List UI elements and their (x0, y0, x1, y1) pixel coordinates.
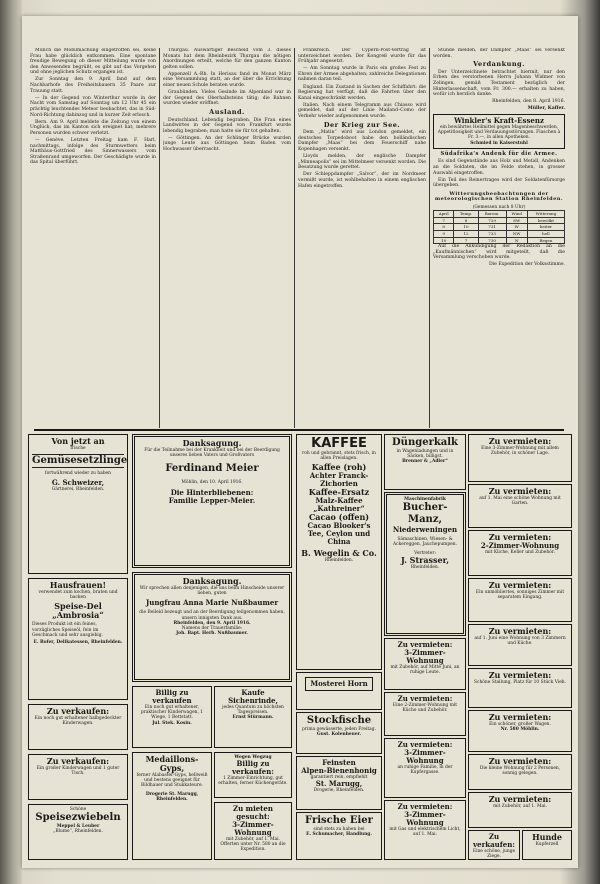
ad-heading: Feinsten (322, 758, 356, 767)
table-row (434, 217, 565, 224)
ad-body: an ruhige Familie, in der Kupfergasse. (397, 765, 453, 776)
ad-heading: Zu vermieten: (488, 626, 552, 636)
ad-agent-label: Vertreter: (414, 550, 436, 556)
section-heading-ausland: Ausland. (209, 107, 245, 116)
article-paragraph: — Genève. Letzten Freitag kam F. Harl, nachmittags, infolge des Sturmwetters beim Matthäus-Gottfried des Sinnerwassers vom Straßenrand umgeworfen. Der Geschädigte wurde in das Spital überführt. (30, 137, 156, 166)
kaffee-item: Kaffee-Ersatz (308, 487, 370, 498)
ad-heading: Kaufe Sichenrinde, (228, 688, 278, 705)
ad-body: ferner Alabaster-Gyps, hellweiß und bestens geeignet für Bildhauer und Stukkateure. (136, 773, 208, 789)
weather-cell: 7 (434, 217, 454, 224)
ad-body: garantiert rein, empfiehlt (310, 775, 368, 780)
deceased-name: Ferdinand Meier (165, 463, 259, 475)
ad-heading: Düngerkalk (392, 437, 458, 448)
ad-vendor: Drogerie St. Marugg, Rheinfelden. (145, 791, 199, 802)
ad-verkaufen-ziege (468, 830, 520, 860)
article-paragraph: Dem „Matin“ wird aus London gemeldet, ein deutsches Torpedoboot habe den holländischen Dampfer „Maas“ bei dem Feuerschiff nahe Kopenhagen versenkt. (298, 130, 426, 152)
ad-vermieten-12 (468, 754, 572, 790)
weather-cell: 7 (454, 237, 478, 244)
ad-body: Sämaschinen, Wiesen- & Ackereggen, Jauchepumpen. (393, 537, 457, 548)
column-4 (433, 48, 565, 426)
ad-description: Dieses Produkt ist ein feines, vorzügliches Speiseöl, fein im Geschmack und sehr ausgiebig. (32, 622, 103, 638)
ad-vendor: E. Rofer, Delikatessen, Rheinfelden. (33, 640, 123, 646)
ad-vendor: Gust. Kolenheuer. (316, 732, 362, 738)
weather-cell: W (506, 224, 527, 231)
ad-hunde (522, 830, 572, 860)
ad-vermieten-5 (468, 434, 572, 482)
ad-main-title: 3-Zimmer-Wohnung (404, 648, 446, 665)
ad-heading: Zu vermieten: (488, 794, 552, 804)
ad-body: Ein noch gut erhaltener halbgedeckter Kinderwagen. (34, 716, 122, 727)
ad-place: Rheinfelden, den 9. April 1916. (173, 620, 251, 626)
article-paragraph: Deutschland. Lebendig begraben. Die Frau eines Landwirtes in der Gegend von Frankfurt wurde lebendig begraben; man hatte sie für tot gehalten. (163, 117, 291, 134)
ad-body: mit Zubehör, auf Mitte Juni, an ruhige Leute. (390, 665, 460, 676)
ad-vermieten-9 (468, 624, 572, 666)
ad-heading: Frische Eier (305, 815, 373, 826)
ad-vendor: G. Schweizer, (51, 478, 105, 488)
ad-vermieten-7 (468, 530, 572, 576)
ad-vermieten-1 (384, 638, 466, 690)
article-paragraph: England. Ein Zustand in Sachen der Schiffahrt: die Regierung hat verfügt, daß die Fahrten über den Kanal eingeschränkt werden. (298, 84, 426, 101)
article-paragraph: Thurgau. Auswärtiger Bescheid vom 3. dieses Monats hat dem Rheinbezirk Thurgau die nötigen Anordnungen erteilt, welche für den ganzen Kanton gelten sollen. (163, 48, 291, 70)
ad-bucher-manz (384, 492, 466, 636)
ad-family: Familie Lepper-Meier. (168, 495, 256, 505)
ad-body: mit Zubehör, auf 1. Mai. (493, 804, 547, 809)
article-paragraph: Graubünden. Vieles Gesinde im Alpenland war in der Gegend des Oberhalbsteins tätig; die Bahnen wurden wieder eröffnet. (163, 90, 291, 107)
ad-body: Eine schöne, junge Ziege. (472, 849, 516, 860)
ad-location: Rheinfelden. (410, 564, 440, 570)
signature-line: Müller, Kaffer. (527, 106, 565, 112)
ad-reference: Offerten unter Nr. 580 an die Expedition. (220, 842, 286, 853)
ad-heading: Zu mieten gesucht: (233, 804, 273, 821)
weather-cell: N (506, 237, 527, 244)
ad-medaillons-gyps (132, 752, 212, 860)
ad-brand: Speise-Del „Ambrosia“ (52, 601, 104, 621)
ad-main-title: Speisezwiebeln (35, 812, 121, 824)
kaffee-item: Cacao (offen) (308, 512, 370, 523)
ad-heading: Von jetzt an (51, 436, 105, 446)
ad-heading: Maschinenfabrik (404, 497, 446, 502)
ad-heading: Stockfische (306, 715, 372, 726)
horn-logo: Mosterei Horn (305, 677, 372, 691)
table-row (434, 237, 565, 244)
ad-place: Gärtnerei, Rheinfelden. (51, 487, 105, 493)
newspaper-page (22, 16, 578, 868)
section-heading-krieg-see: Der Krieg zur See. (323, 120, 401, 129)
ad-vendor: St. Marugg, (315, 779, 363, 789)
kaffee-item: Achter Franck-Zichorien (309, 471, 369, 489)
article-paragraph: Italien. Nach einem Telegramm aus Chiasso wird gemeldet, daß auf der Linie Mailand–Como der Verkehr wieder aufgenommen wurde. (298, 102, 426, 120)
ad-body: Schöne Stallung, Platz für 10 Stück Vieh. (473, 680, 567, 685)
weather-cell: 10 (454, 224, 478, 231)
ad-heading-2: Billig zu verkaufen: (232, 759, 274, 777)
article-paragraph: Zur Sonntag den 9. April fand auf dem Nachbarhofe des Freiheitsbauern 35 Paare zur Trauung statt. (30, 77, 156, 94)
ad-verkaufen-2 (28, 754, 128, 800)
ad-heading: Wegen Wegzug (234, 755, 272, 760)
deceased-name: Jungfrau Anna Marie Nußbaumer (145, 598, 279, 608)
ad-body: Die kleine Wohnung für 2 Personen, sonnig gelegen. (479, 766, 561, 777)
ad-frische-eier (296, 812, 382, 860)
ad-main-title: 3-Zimmer-Wohnung (404, 748, 446, 765)
ad-vermieten-6 (468, 484, 572, 528)
ad-body: prima gewässerte, jeden Freitag. (302, 727, 376, 732)
ad-body: jedes Quantum zu höchsten Tagespreisen. (222, 705, 284, 716)
weather-header-row (434, 211, 565, 218)
ad-danksagung-nussbaumer (132, 572, 292, 682)
winkler-body: ein bewährtes Heilmittel gegen Magenbeschwerden, Appetitlosigkeit und Verdauungsstörungen. Flaschen à Fr. 3.—, in allen Apotheken. (437, 124, 561, 141)
ad-heading: Zu vermieten: (397, 740, 453, 749)
ad-bienenhonig (296, 756, 382, 810)
column-divider (294, 48, 295, 428)
ad-danksagung-meier (132, 434, 292, 568)
section-rule (34, 429, 564, 431)
ad-subheading: frische (70, 446, 86, 451)
ad-heading: Zu vermieten: (488, 580, 552, 590)
article-paragraph: Bern. Am 9. April meldete die Zeitung von einem Unglück, das im Kanton sich ereignet hat; mehrere Personen wurden schwer verletzt. (30, 119, 156, 136)
ad-kaffee (296, 434, 382, 670)
ad-heading: Zu vermieten: (488, 532, 552, 542)
weather-header-cell: April (434, 211, 454, 218)
article-paragraph: — In der Gegend von Winterthur wurde in der Nacht vom Samstag auf Sonntag um 12 Uhr 45 ein prächtig leuchtendes Meteor beobachtet, das in Süd-Nord-Richtung dahinzog und in kurzer Zeit erlosch. (30, 95, 156, 118)
article-paragraph: Münch die Mobilmachung eingetroffen sei, keine Frau habe glücklich entkommen. Eine spontane freudige Bewegung ob dieser Mitteilung wurde von den Anwesenden begrüßt, es gibt auf das Vorgehen und ohne jeglichen Schutz ergangen ist. (30, 48, 156, 76)
ad-mosterei-horn (296, 672, 382, 710)
ad-vermieten-13 (468, 792, 572, 828)
column-3 (298, 48, 426, 426)
weather-cell: 8 (434, 224, 454, 231)
ad-body: verwendet zum kochen, braten und backen (38, 590, 118, 601)
ad-vermieten-8 (468, 578, 572, 622)
weather-cell: hell (527, 230, 564, 237)
ad-heading: Zu verkaufen: (473, 832, 515, 849)
weather-header-cell: Witterung (527, 211, 564, 218)
ad-family: Joh. Bapt. Herb. Nußbaumer. (176, 631, 248, 637)
ad-heading: Zu verkaufen: (46, 706, 110, 716)
ad-vendor: Meppel & Leuber (56, 824, 100, 830)
ad-body: die Beileid bezeugt und an der Beerdigung teilgenommen haben, unsern innigsten Dank aus. (139, 610, 285, 621)
ad-body: auf 1. Juni eine Wohnung von 3 Zimmern und Küche. (474, 636, 566, 647)
kaffee-item: Tee, Ceylon und China (307, 529, 371, 547)
ad-body: sind stets zu haben bei (313, 827, 365, 832)
weather-cell: 9 (434, 230, 454, 237)
ad-gemuesesetzlinge (28, 434, 128, 574)
ad-main-title: 3-Zimmer-Wohnung (404, 810, 446, 827)
signature-line: Rheinfelden, den 8. April 1916. (492, 99, 565, 105)
table-row (434, 224, 565, 231)
ad-duengerkalk (384, 434, 466, 490)
ad-body: Ein schöner, großer Wagen. (489, 722, 551, 727)
book-spine-edge (0, 0, 22, 884)
ad-vendor: Ernst Stürmann. (232, 715, 274, 721)
ad-heading: Schöne (69, 807, 87, 812)
section-heading-andenk: Südafrika's Andenk für die Armee. (440, 150, 558, 157)
article-paragraph: — Göttingen. An der Schlinger Brücke wurden junge Leute aus Göttingen beim Baden vom Hochwasser überrascht. (163, 135, 291, 152)
winkler-title: Winkler's Kraft-Essenz (454, 115, 544, 125)
ad-heading: KAFFEE (311, 436, 367, 451)
ad-heading: Zu vermieten: (488, 486, 552, 496)
weather-cell: heiter (527, 224, 564, 231)
ad-body: Ein unmöbliertes, sonniges Zimmer mit separatem Eingang. (475, 590, 565, 601)
article-paragraph: Die Expedition der Volksstimme. (489, 262, 565, 268)
weather-cell: 731 (478, 224, 506, 231)
ad-body: Eine 2-Zimmer-Wohnung mit Küche und Zubehör. (392, 703, 458, 714)
ad-body: 1 Zimmer-Einrichtung, gut erhalten, ferner Küchengeräte. (218, 776, 288, 787)
ad-sichenrinde (214, 686, 292, 748)
ad-main-title: 2-Zimmer-Wohnung (480, 541, 560, 550)
ad-vendor: Jul. Stek. Kosin. (152, 720, 192, 726)
section-heading-verdankung: Verdankung. (473, 60, 525, 69)
ad-main-title: Alpen-Bienenhonig (301, 766, 377, 775)
ad-place: Rheinfelden. (324, 558, 354, 564)
ad-body: Wir sprechen allen denjenigen, die uns beim Hinscheide unserer lieben, guten (139, 586, 285, 597)
ad-wegen-wegzug (214, 752, 292, 798)
weather-header-cell: Wind (506, 211, 527, 218)
column-1 (30, 48, 156, 426)
ad-heading: Zu verkaufen: (46, 756, 110, 766)
column-2 (163, 48, 291, 426)
ad-body: Ein großer Kinderwagen und 1 guter Tisch. (36, 766, 120, 777)
column-divider (159, 48, 160, 428)
ad-heading: Danksagung. (182, 576, 242, 586)
weather-header-cell: Barom. (478, 211, 506, 218)
ad-heading: Zu vermieten: (488, 712, 552, 722)
ad-body: mit Gas und elektrischem Licht, auf 1. Mai. (389, 827, 461, 838)
ad-reference: Nr. 580 Möhlin. (500, 727, 540, 733)
ad-place: Drogerie, Rheinfelden. (313, 788, 365, 794)
ad-body: Eine 3-Zimmer-Wohnung mit allem Zubehör, in schöner Lage. (481, 446, 559, 457)
weather-cell: bewölkt (527, 217, 564, 224)
ad-main-title: Gemüsesetzlinge (32, 455, 128, 467)
weather-cell: NW (506, 230, 527, 237)
ad-heading: Medaillons-Gyps, (145, 754, 199, 773)
ad-vermieten-3 (384, 738, 466, 798)
ad-body: roh und gebrannt, stets frisch, in allen Preislagen. (302, 451, 376, 462)
ad-vermieten-2 (384, 692, 466, 736)
ad-heading: Hausfrauen! (49, 580, 107, 590)
ad-vendor: J. Strasser, (400, 554, 450, 565)
weather-cell: 8 (454, 217, 478, 224)
article-paragraph: Frankreich. Der Cypern-Post-Vertrag ist unterzeichnet worden. Der Kongreß wurde für das Frühjahr angesetzt. (298, 48, 426, 65)
ad-vermieten-10 (468, 668, 572, 708)
weather-cell: SW (506, 217, 527, 224)
article-paragraph: Stunde melden, der Dampfer „Maas“ sei versenkt worden. (433, 48, 565, 59)
kaffee-item: Kaffee (roh) (311, 462, 367, 473)
ad-place: Niederweningen (392, 525, 458, 535)
ad-verkaufen-1 (28, 704, 128, 750)
ad-heading: Zu vermieten: (397, 694, 453, 703)
ad-date: Möhlin, den 10. April 1916. (181, 480, 243, 486)
ad-vendor: B. Wegelin & Co. (301, 548, 377, 559)
ad-vendor: E. Schumacher, Handlung. (306, 832, 372, 838)
ad-zu-mieten-gesucht (214, 802, 292, 860)
ad-speisezwiebeln (28, 804, 128, 860)
ad-main-title: Bucher-Manz, (402, 502, 448, 526)
ad-heading: Hunde (532, 832, 562, 842)
ad-body: in Wagenladungen und in Säcken, billigst. (396, 449, 454, 460)
ad-signature: Namens der Trauerfamilie: (181, 626, 243, 632)
ad-stockfische (296, 712, 382, 754)
ad-body: Für die Teilnahme bei der Krankheit und bei der Beerdigung unseres lieben Vaters und Großvaters (144, 448, 280, 459)
weather-cell: 12 (454, 230, 478, 237)
winkler-sub: Schmied in Kaiserstuhl (470, 140, 528, 146)
ad-body: auf 1. Mai eine schöne Wohnung mit Garten. (479, 496, 561, 507)
winkler-ad (433, 114, 565, 149)
article-paragraph: — Am Sonntag wurde in Paris ein großes Fest zu Ehren der Armee abgehalten; zahlreiche Delegationen nahmen daran teil. (298, 66, 426, 83)
ad-vermieten-4 (384, 800, 466, 860)
table-row (434, 230, 565, 237)
ad-body: Ein noch gut erhaltener, praktischer Kinderwagen, 1 Wiege, 1 Bettstatt. (140, 705, 204, 721)
ad-vermieten-11 (468, 710, 572, 752)
ad-place: „Blume“, Rheinfelden. (53, 829, 103, 835)
ad-billig-verkaufen (132, 686, 212, 748)
column-divider (429, 48, 430, 428)
weather-cell: 733 (478, 230, 506, 237)
ad-heading: Zu vermieten: (397, 640, 453, 649)
ad-heading: Zu vermieten: (488, 436, 552, 446)
weather-heading: Witterungsbeobachtungen der meteorologischen Station Rheinfelden. (434, 190, 564, 203)
weather-cell: 729 (478, 217, 506, 224)
ad-vendor: Brenner & „Adler“ (402, 459, 448, 465)
ad-heading: Zu vermieten: (488, 756, 552, 766)
article-paragraph: Der Schleppdampfer „Salvor“, der im Nordmeer vermißt wurde, ist wohlbehalten in einem englischen Hafen eingetroffen. (298, 172, 426, 189)
ad-signature: Die Hinterbliebenen: (170, 487, 254, 497)
article-paragraph: Lloyds melden, der englische Dampfer „Minneapolis“ sei im Mittelmeer versenkt worden. Die Besatzung wurde gerettet. (298, 154, 426, 171)
ad-body: mit Zubehör, auf 1. Mai. (226, 837, 280, 842)
ad-hausfrauen (28, 578, 128, 700)
weather-cell: Regen (527, 237, 564, 244)
weather-subheading: (Gemessen nach 8 Uhr) (472, 205, 526, 210)
kaffee-item: Cacao Blooker's (307, 521, 371, 531)
article-paragraph: Appenzell A.-Rh. In Herisau fand im Monat März eine Versammlung statt, an der über die Errichtung einer neuen Schule beraten wurde. (163, 71, 291, 89)
ad-vendor: Kupferzell (535, 842, 559, 847)
ad-heading: Zu vermieten: (488, 670, 552, 680)
ad-heading: Zu vermieten: (397, 802, 453, 811)
article-paragraph: Der Unterzeichnete betrachtet hiermit, nur den Erben des verstorbenen Herrn Johann Widmer von Zelingen, gemäß Testament bezüglich der Hinterlassenschaft, vom Fr. 300.— erhalten zu haben, wofür ich herzlich danke. (433, 69, 565, 98)
weather-cell: 730 (478, 237, 506, 244)
ad-heading: Danksagung. (182, 438, 242, 448)
ad-body: mit Küche, Keller und Zubehör. (485, 550, 555, 555)
kaffee-item: Malz-Kaffee „Kathreiner“ (313, 496, 365, 514)
weather-header-cell: Temp. (454, 211, 478, 218)
ad-main-title: 3-Zimmer-Wohnung (232, 820, 274, 837)
article-paragraph: Ein Teil des Reinertrages wird der Soldatenfürsorge übergeben. (433, 177, 565, 189)
article-paragraph: Auf die Ankündigung der Redaktion an die „Kaufmännischen“ wird mitgeteilt, daß die Versammlung verschoben wurde. (433, 244, 565, 261)
weather-cell: 10 (434, 237, 454, 244)
ad-heading: Billig zu verkaufen (152, 688, 192, 705)
ad-body: fortwährend wieder zu haben (45, 471, 111, 477)
weather-table (433, 210, 565, 244)
article-paragraph: Es sind Gegenstände aus Holz und Metall, Andenken an die Soldaten, die im Felde stehen, in grosser Auswahl eingetroffen. (433, 159, 565, 176)
